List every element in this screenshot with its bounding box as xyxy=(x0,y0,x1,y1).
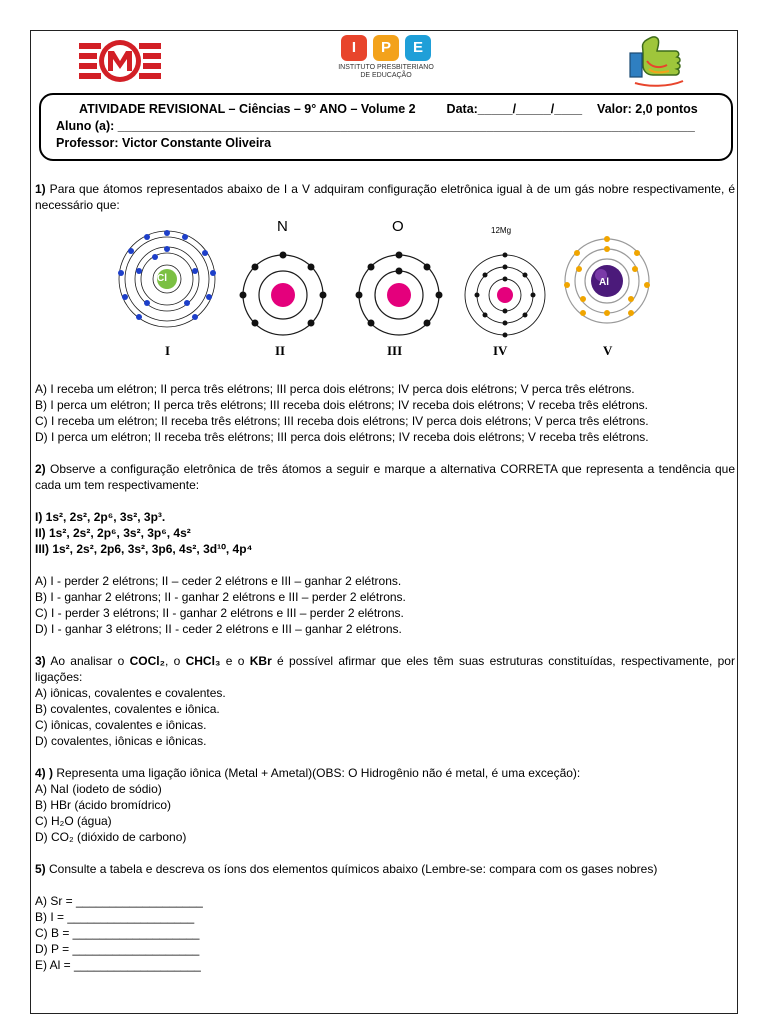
config-iii: III) 1s², 2s², 2p6, 3s², 3p6, 4s², 3d¹⁰, 4p⁴ xyxy=(35,542,253,556)
compound-chcl3: CHCl₃ xyxy=(185,654,221,668)
question-number: 3) xyxy=(35,654,46,668)
value-label: Valor: 2,0 pontos xyxy=(597,102,698,116)
header-title-row xyxy=(79,102,698,116)
q1-options xyxy=(35,381,735,445)
student-label: Aluno (a): xyxy=(56,119,118,133)
question-number: 2) xyxy=(35,462,46,476)
q2-option-b[interactable]: B) I - ganhar 2 elétrons; II - ganhar 2 elétrons e III – perder 2 elétrons. xyxy=(35,590,406,604)
q1-option-d[interactable]: D) I perca um elétron; II receba três elétrons; III perca dois elétrons; IV receba dois elétrons; V receba três elétrons. xyxy=(35,430,649,444)
atom-label-i: I xyxy=(165,343,171,358)
school-logo-left xyxy=(79,37,161,87)
question-text-part: e o xyxy=(220,654,250,668)
question-1 xyxy=(35,181,735,213)
q4-option-d[interactable]: D) CO₂ (dióxido de carbono) xyxy=(35,830,187,844)
atom-symbol-o: O xyxy=(392,218,404,235)
header-info-box xyxy=(39,93,733,161)
q2-configs xyxy=(35,509,735,557)
q5-item-i[interactable]: B) I = ___________________ xyxy=(35,910,195,924)
atom-label-iii: III xyxy=(387,343,403,358)
q4-option-a[interactable]: A) NaI (iodeto de sódio) xyxy=(35,782,162,796)
question-3 xyxy=(35,653,735,685)
question-text-part: Ao analisar o xyxy=(45,654,130,668)
q5-items xyxy=(35,893,735,973)
compound-cocl2: COCl₂ xyxy=(129,654,165,668)
question-4 xyxy=(35,765,735,781)
question-number: 5) xyxy=(35,862,46,876)
q5-item-sr[interactable]: A) Sr = ___________________ xyxy=(35,894,203,908)
q5-item-b[interactable]: C) B = ___________________ xyxy=(35,926,200,940)
q3-options xyxy=(35,685,735,749)
q3-option-d[interactable]: D) covalentes, iônicas e iônicas. xyxy=(35,734,207,748)
atom-diagram-i xyxy=(115,223,219,329)
question-5 xyxy=(35,861,735,877)
ipe-letter-i: I xyxy=(341,35,367,61)
worksheet-page xyxy=(30,30,738,1014)
q4-options xyxy=(35,781,735,845)
question-text: Para que átomos representados abaixo de I a V adquiram configuração eletrônica igual à de um gás nobre respectivamente, é necessário que: xyxy=(35,182,735,212)
atom-symbol-mg: 12Mg xyxy=(491,226,512,235)
atom-symbol-cl: Cl xyxy=(157,273,167,284)
config-i: I) 1s², 2s², 2p⁶, 3s², 3p³. xyxy=(35,510,166,524)
ipe-letter-p: P xyxy=(373,35,399,61)
q2-option-d[interactable]: D) I - ganhar 3 elétrons; II - ceder 2 elétrons e III – ganhar 2 elétrons. xyxy=(35,622,402,636)
ipe-logo xyxy=(331,35,441,91)
atom-label-iv: IV xyxy=(493,343,508,358)
date-field: Data:_____/_____/____ xyxy=(446,102,583,116)
q3-option-c[interactable]: C) iônicas, covalentes e iônicas. xyxy=(35,718,207,732)
config-ii: II) 1s², 2s², 2p⁶, 3s², 3p⁶, 4s² xyxy=(35,526,191,540)
student-name-line: ___________________________________________________________________________________ xyxy=(117,119,695,133)
compound-kbr: KBr xyxy=(249,654,272,668)
q1-option-b[interactable]: B) I perca um elétron; II perca três elétrons; III receba dois elétrons; IV receba dois elétrons; V receba três elétrons. xyxy=(35,398,648,412)
atom-symbol-al: Al xyxy=(599,277,609,288)
atom-symbol-n: N xyxy=(277,218,288,235)
logo-bar xyxy=(31,31,739,91)
activity-title: ATIVIDADE REVISIONAL – Ciências – 9° ANO – Volume 2 xyxy=(79,102,416,116)
question-2 xyxy=(35,461,735,493)
q2-option-a[interactable]: A) I - perder 2 elétrons; II – ceder 2 elétrons e III – ganhar 2 elétrons. xyxy=(35,574,402,588)
q4-option-c[interactable]: C) H₂O (água) xyxy=(35,814,112,828)
thumbs-up-logo xyxy=(625,33,689,89)
ipe-letter-e: E xyxy=(405,35,431,61)
question-text: Representa uma ligação iônica (Metal + Ametal)(OBS: O Hidrogênio não é metal, é uma exceção): xyxy=(53,766,581,780)
question-text-part: , o xyxy=(164,654,186,668)
q2-option-c[interactable]: C) I - perder 3 elétrons; II - ganhar 2 elétrons e III – perder 2 elétrons. xyxy=(35,606,404,620)
institute-name-line2: DE EDUCAÇÃO xyxy=(360,72,412,79)
question-text: Consulte a tabela e descreva os íons dos elementos químicos abaixo (Lembre-se: compara com os gases nobres) xyxy=(45,862,658,876)
atom-diagrams xyxy=(35,215,735,365)
question-number: 4) ) xyxy=(35,766,53,780)
q5-item-p[interactable]: D) P = ___________________ xyxy=(35,942,200,956)
question-text-part: é possível afirmar que eles têm suas estruturas constituídas, respectivamente, por ligações: xyxy=(35,654,735,684)
q1-option-c[interactable]: C) I receba um elétron; II receba três elétrons; III receba dois elétrons; IV perca dois elétrons; V perca três elétrons. xyxy=(35,414,649,428)
q4-option-b[interactable]: B) HBr (ácido bromídrico) xyxy=(35,798,172,812)
atom-label-v: V xyxy=(603,343,613,358)
atom-label-ii: II xyxy=(275,343,286,358)
q2-options xyxy=(35,573,735,637)
questions xyxy=(35,181,735,973)
q3-option-a[interactable]: A) iônicas, covalentes e covalentes. xyxy=(35,686,226,700)
teacher-row: Professor: Victor Constante Oliveira xyxy=(56,136,272,150)
q1-option-a[interactable]: A) I receba um elétron; II perca três elétrons; III perca dois elétrons; IV perca dois elétrons; V perca três elétrons. xyxy=(35,382,635,396)
q3-option-b[interactable]: B) covalentes, covalentes e iônica. xyxy=(35,702,220,716)
question-text: Observe a configuração eletrônica de três átomos a seguir e marque a alternativa CORRETA que representa a tendência que cada um tem respectivamente: xyxy=(35,462,735,492)
institute-name-line1: INSTITUTO PRESBITERIANO xyxy=(338,64,434,71)
question-number: 1) xyxy=(35,182,46,196)
q5-item-al[interactable]: E) Al = ___________________ xyxy=(35,958,201,972)
student-row xyxy=(56,119,695,133)
